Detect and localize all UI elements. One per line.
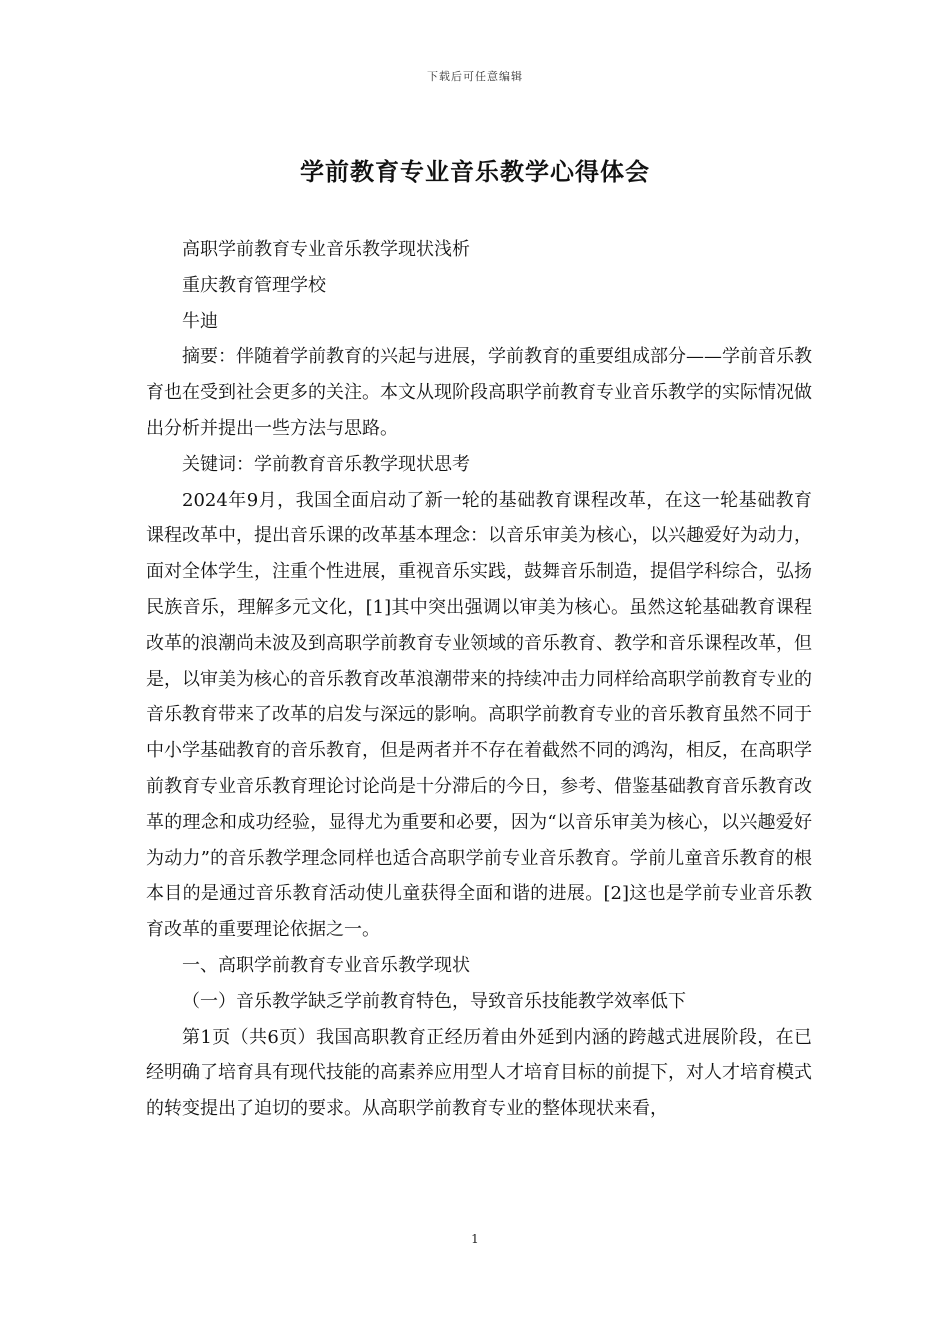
paragraph-institution: 重庆教育管理学校 (182, 274, 326, 296)
subsection-heading: （一）音乐教学缺乏学前教育特色，导致音乐技能教学效率低下 (182, 990, 686, 1012)
paragraph-body-continued: 第1页（共6页）我国高职教育正经历着由外延到内涵的跨越式进展阶段，在已经明确了培育具有现代技能的高素养应用型人才培育目标的前提下，对人才培育模式的转变提出了迫切的要求。从高职学前教育专业的整体现状来看， (146, 1026, 812, 1120)
paragraph-body: 2024年9月，我国全面启动了新一轮的基础教育课程改革，在这一轮基础教育课程改革中，提出音乐课的改革基本理念：以音乐审美为核心，以兴趣爱好为动力，面对全体学生，注重个性进展，重视音乐实践，鼓舞音乐制造，提倡学科综合，弘扬民族音乐，理解多元文化，[1]其中突出强调以审美为核心。虽然这轮基础教育课程改革的浪潮尚未波及到高职学前教育专业领域的音乐教育、教学和音乐课程改革，但是，以审美为核心的音乐教育改革浪潮带来的持续冲击力同样给高职学前教育专业的音乐教育带来了改革的启发与深远的影响。高职学前教育专业的音乐教育虽然不同于中小学基础教育的音乐教育，但是两者并不存在着截然不同的鸿沟，相反，在高职学前教育专业音乐教育理论讨论尚是十分滞后的今日，参考、借鉴基础教育音乐教育改革的理念和成功经验，显得尤为重要和必要，因为“以音乐审美为核心，以兴趣爱好为动力”的音乐教学理念同样也适合高职学前专业音乐教育。学前儿童音乐教育的根本目的是通过音乐教育活动使儿童获得全面和谐的进展。[2]这也是学前专业音乐教育改革的重要理论依据之一。 (146, 489, 812, 941)
paragraph-abstract: 摘要：伴随着学前教育的兴起与进展，学前教育的重要组成部分——学前音乐教育也在受到社会更多的关注。本文从现阶段高职学前教育专业音乐教学的实际情况做出分析并提出一些方法与思路。 (146, 346, 812, 439)
paragraph-keywords: 关键词：学前教育音乐教学现状思考 (182, 453, 470, 475)
paragraph-subtitle: 高职学前教育专业音乐教学现状浅析 (182, 239, 470, 260)
document-title: 学前教育专业音乐教学心得体会 (300, 157, 650, 186)
section-heading: 一、高职学前教育专业音乐教学现状 (182, 954, 470, 976)
header-note: 下载后可任意编辑 (427, 70, 523, 83)
document-body (146, 232, 812, 1127)
page-number: 1 (471, 1232, 479, 1246)
paragraph-author: 牛迪 (182, 310, 218, 332)
